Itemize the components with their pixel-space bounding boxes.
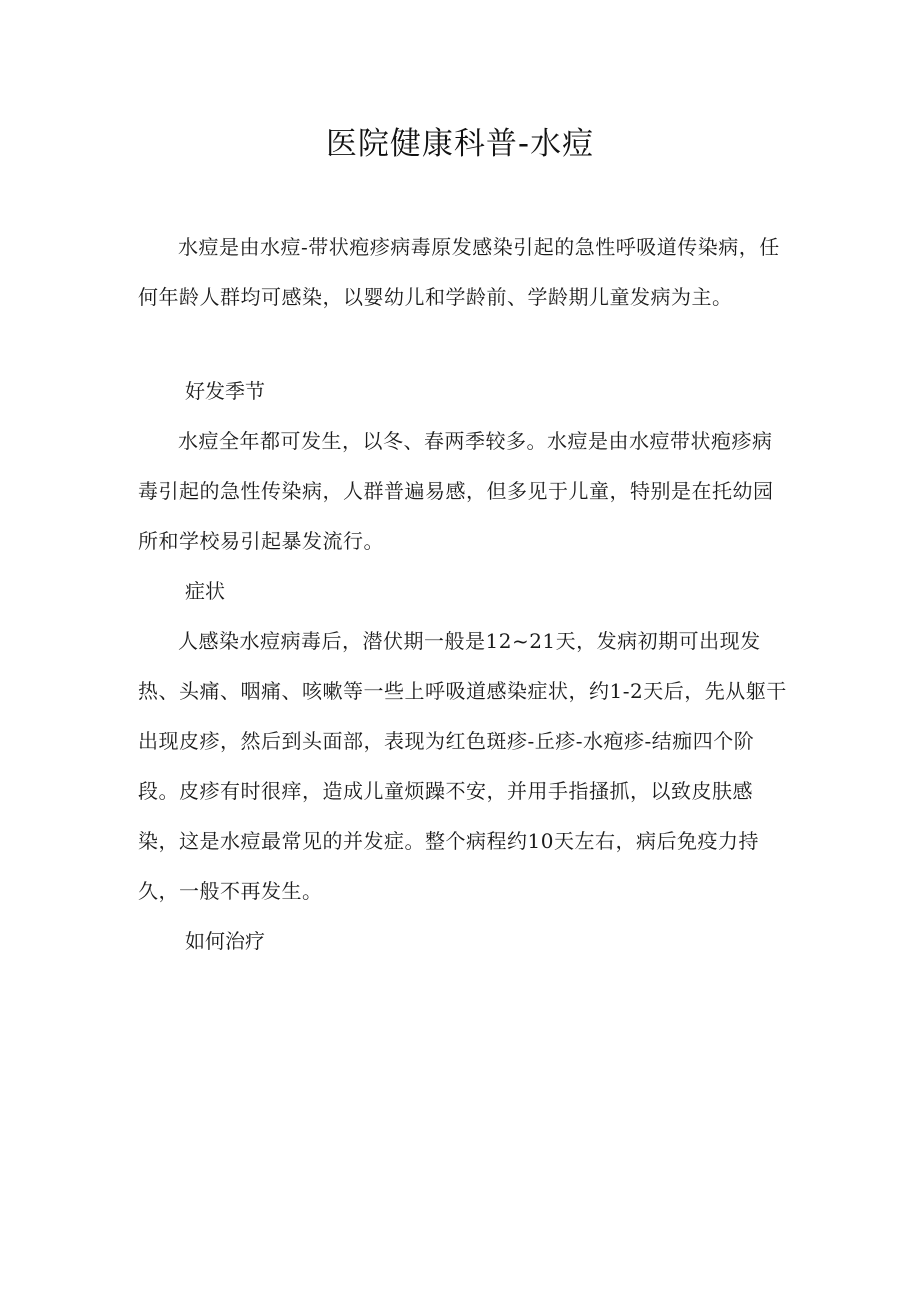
section-heading-symptoms: 症状 — [185, 579, 225, 603]
symptoms-paragraph: 人感染水痘病毒后，潜伏期一般是12~21天，发病初期可出现发热、头痛、咽痛、咳嗽等一些上呼吸道感染症状，约1-2天后，先从躯干出现皮疹，然后到头面部，表现为红色斑疹-丘疹-水疱疹-结痂四个阶段。皮疹有时很痒，造成儿童烦躁不安，并用手指搔抓，以致皮肤感染，这是水痘最常见的并发症。整个病程约10天左右，病后免疫力持久，一般不再发生。 — [138, 629, 787, 903]
section-heading-treatment: 如何治疗 — [185, 929, 265, 953]
intro-paragraph: 水痘是由水痘-带状疱疹病毒原发感染引起的急性呼吸道传染病，任何年龄人群均可感染，以婴幼儿和学龄前、学龄期儿童发病为主。 — [138, 235, 780, 309]
season-paragraph: 水痘全年都可发生，以冬、春两季较多。水痘是由水痘带状疱疹病毒引起的急性传染病，人群普遍易感，但多见于儿童，特别是在托幼园所和学校易引起暴发流行。 — [138, 429, 774, 553]
section-heading-season: 好发季节 — [185, 379, 265, 403]
document-title: 医院健康科普-水痘 — [325, 126, 595, 162]
